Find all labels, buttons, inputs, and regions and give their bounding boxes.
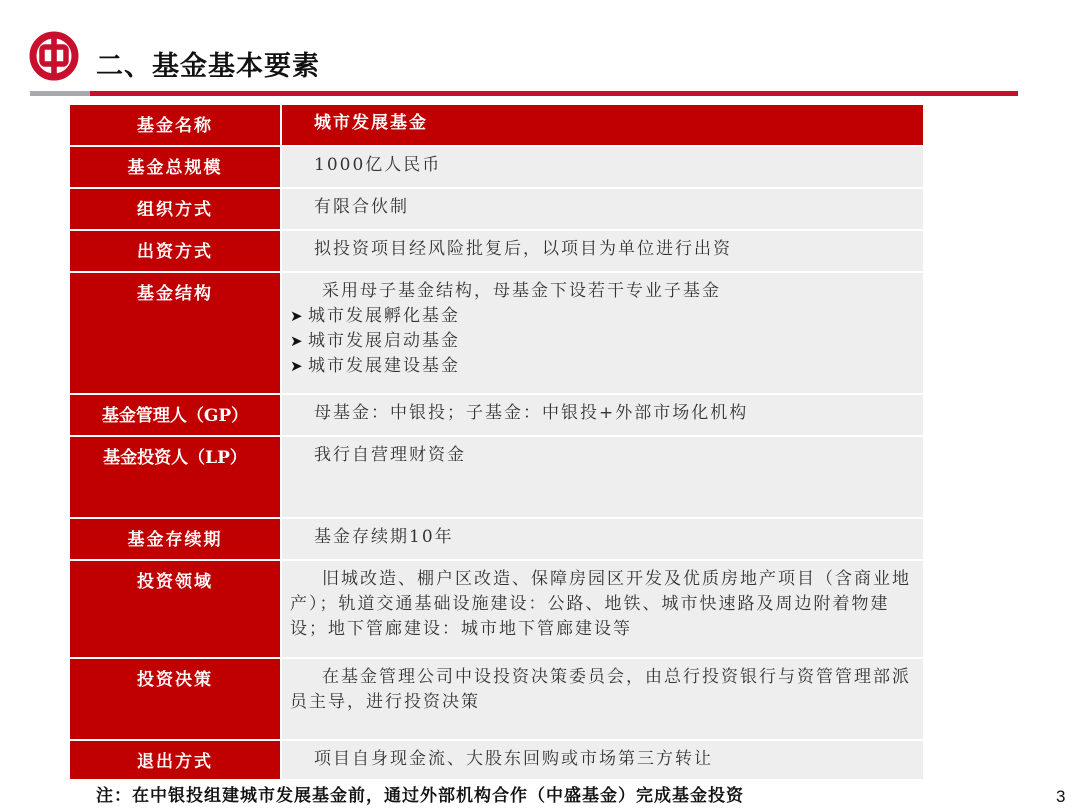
page-number: 3 [1056, 787, 1066, 806]
arrow-bullet-icon: ➤ [290, 307, 305, 325]
row-label: 投资决策 [70, 659, 282, 739]
list-item: ➤ 城市发展启动基金 [290, 329, 915, 354]
row-label: 退出方式 [70, 741, 282, 779]
row-label: 基金结构 [70, 273, 282, 393]
table-row [70, 395, 923, 437]
title-divider-gray [30, 91, 90, 96]
table-row [70, 231, 923, 273]
table-row [70, 189, 923, 231]
structure-summary: 采用母子基金结构，母基金下设若干专业子基金 [322, 281, 721, 301]
arrow-bullet-icon: ➤ [290, 357, 305, 375]
table-row [70, 519, 923, 561]
list-item: ➤ 城市发展建设基金 [290, 354, 915, 379]
bank-of-china-logo-icon [28, 30, 80, 82]
table-row [70, 273, 923, 395]
row-value [282, 273, 923, 393]
title-divider-red [90, 91, 1018, 96]
row-value: 城市发展基金 [282, 105, 923, 145]
table-row [70, 105, 923, 147]
row-value: 旧城改造、棚户区改造、保障房园区开发及优质房地产项目（含商业地产）；轨道交通基础设施建设：公路、地铁、城市快速路及周边附着物建设；地下管廊建设：城市地下管廊建设等 [282, 561, 923, 657]
row-label: 基金名称 [70, 105, 282, 145]
row-value: 在基金管理公司中设投资决策委员会，由总行投资银行与资管管理部派员主导，进行投资决策 [282, 659, 923, 739]
table-row [70, 147, 923, 189]
row-value: 母基金：中银投；子基金：中银投+外部市场化机构 [282, 395, 923, 435]
row-label: 基金总规模 [70, 147, 282, 187]
row-label: 投资领域 [70, 561, 282, 657]
row-label: 基金投资人（LP） [70, 437, 282, 517]
row-value: 1000亿人民币 [282, 147, 923, 187]
arrow-bullet-icon: ➤ [290, 332, 305, 350]
fund-elements-table [70, 105, 923, 779]
row-label: 基金管理人（GP） [70, 395, 282, 435]
row-value: 基金存续期10年 [282, 519, 923, 559]
table-row [70, 561, 923, 659]
row-label: 基金存续期 [70, 519, 282, 559]
table-row [70, 741, 923, 779]
list-item: ➤ 城市发展孵化基金 [290, 304, 915, 329]
row-value: 拟投资项目经风险批复后，以项目为单位进行出资 [282, 231, 923, 271]
row-value: 有限合伙制 [282, 189, 923, 229]
table-row [70, 437, 923, 519]
row-label: 组织方式 [70, 189, 282, 229]
row-value: 我行自营理财资金 [282, 437, 923, 517]
row-value: 项目自身现金流、大股东回购或市场第三方转让 [282, 741, 923, 779]
table-row [70, 659, 923, 741]
footnote: 注：在中银投组建城市发展基金前，通过外部机构合作（中盛基金）完成基金投资 [96, 786, 744, 806]
page-title: 二、基金基本要素 [96, 51, 320, 82]
row-label: 出资方式 [70, 231, 282, 271]
